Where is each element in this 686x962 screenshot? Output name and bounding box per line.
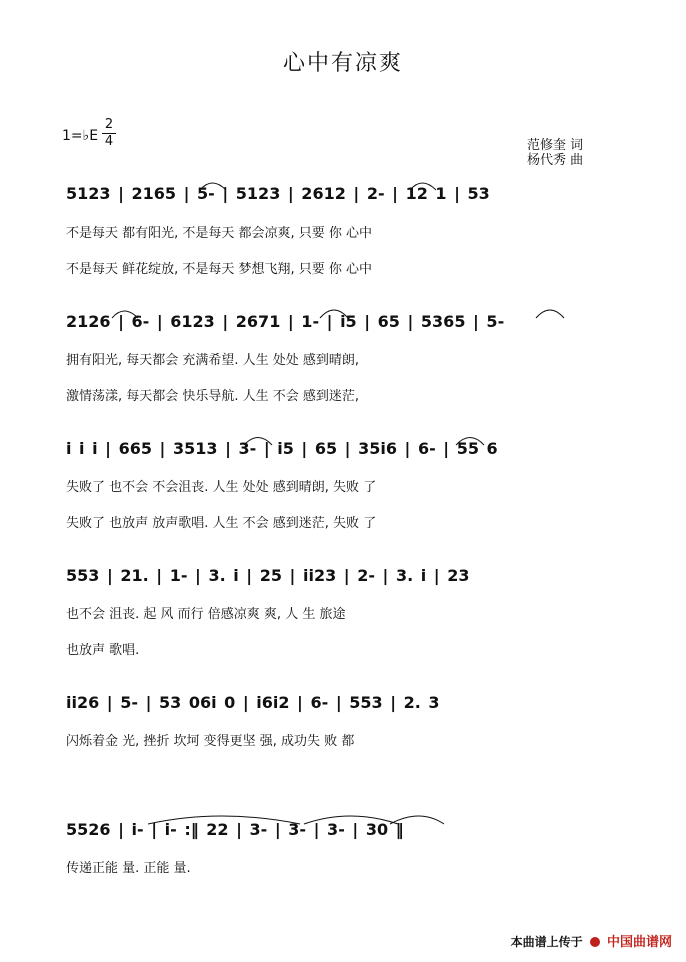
footer-brand: 中国曲谱网 <box>606 935 672 950</box>
lyric-line-1b: 不是每天 鲜花绽放, 不是每天 梦想飞翔, 只要 你 心中 <box>66 262 373 277</box>
notation-line-3: i i i | 665 | 3513 | 3- | i5 | 65 | 35i6 | 6- | 55 6 <box>66 439 498 458</box>
lyric-line-4b: 也放声 歌唱. <box>66 643 140 658</box>
footer-credit <box>511 931 672 950</box>
tie-arc <box>536 310 564 318</box>
lyric-line-5a: 闪烁着金 光, 挫折 坎坷 变得更坚 强, 成功失 败 都 <box>66 734 355 749</box>
time-signature <box>102 118 116 149</box>
notation-line-4: 553 | 21. | 1- | 3. i | 25 | ii23 | 2- | 3. i | 23 <box>66 566 470 585</box>
composer-credit: 杨代秀 曲 <box>527 153 584 168</box>
lyric-line-2b: 激情荡漾, 每天都会 快乐导航. 人生 不会 感到迷茫, <box>66 389 360 404</box>
site-logo-icon <box>590 937 600 947</box>
lyric-line-1a: 不是每天 都有阳光, 不是每天 都会凉爽, 只要 你 心中 <box>66 226 373 241</box>
footer-prefix: 本曲谱上传于 <box>510 935 583 949</box>
lyric-line-3a: 失败了 也不会 不会沮丧. 人生 处处 感到晴朗, 失败 了 <box>66 480 377 495</box>
lyric-line-4a: 也不会 沮丧. 起 风 而行 倍感凉爽 爽, 人 生 旅途 <box>66 607 346 622</box>
lyric-line-6a: 传递正能 量. 正能 量. <box>66 861 191 876</box>
time-numerator: 2 <box>104 117 114 132</box>
credits <box>527 138 583 168</box>
time-denominator: 4 <box>104 134 114 149</box>
lyric-line-2a: 拥有阳光, 每天都会 充满希望. 人生 处处 感到晴朗, <box>66 353 360 368</box>
notation-line-5: ii26 | 5- | 53 06i 0 | i6i2 | 6- | 553 | 2. 3 <box>66 693 440 712</box>
lyricist-credit: 范修奎 词 <box>527 138 584 153</box>
lyric-line-3b: 失败了 也放声 放声歌唱. 人生 不会 感到迷茫, 失败 了 <box>66 516 377 531</box>
notation-line-1: 5123 | 2165 | 5- | 5123 | 2612 | 2- | 12 1 | 53 <box>66 184 490 203</box>
notation-line-2: 2126 | 6- | 6123 | 2671 | 1- | i5 | 65 | 5365 | 5- <box>66 312 505 331</box>
song-title: 心中有凉爽 <box>282 51 403 76</box>
key-signature: 1=♭E <box>62 128 99 144</box>
notation-line-6: 5526 | i- | i- :‖ 22 | 3- | 3- | 3- | 30 ‖ <box>66 820 404 839</box>
